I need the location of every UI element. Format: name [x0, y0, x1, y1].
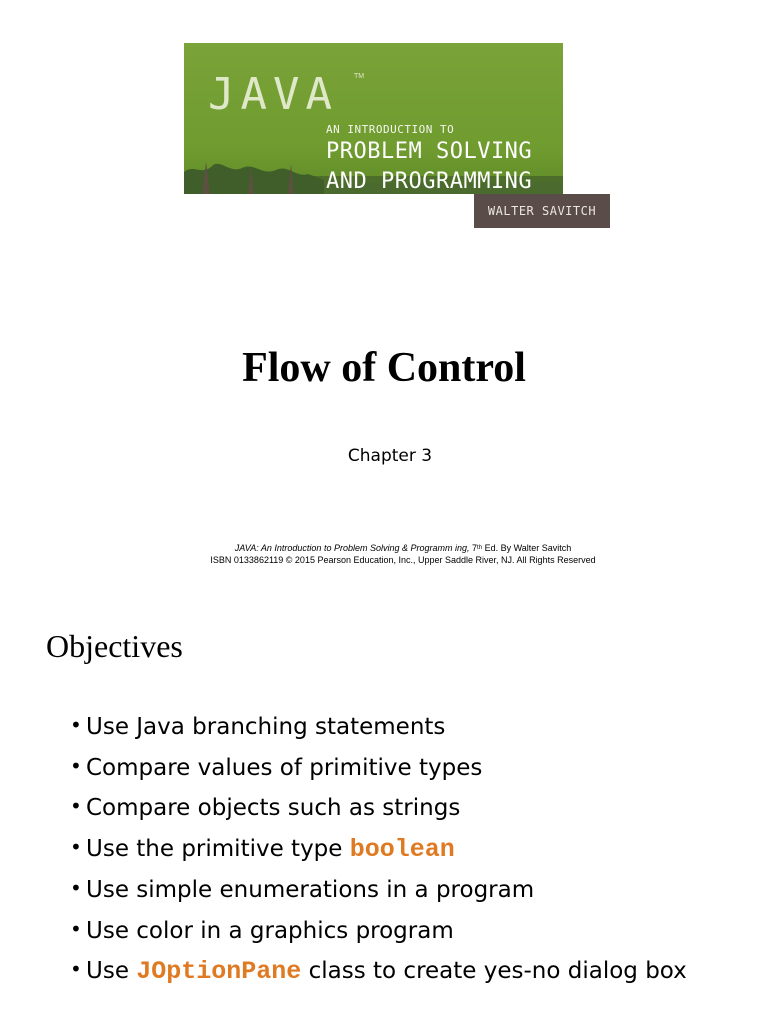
- edition-suffix: th: [477, 545, 483, 551]
- list-item-text: Use: [86, 958, 137, 984]
- bullet-icon: •: [70, 753, 82, 778]
- cover-subtitle-line2: PROBLEM SOLVING: [326, 139, 533, 164]
- bullet-icon: •: [70, 876, 82, 900]
- list-item: [70, 916, 750, 946]
- cover-subtitle-line3: AND PROGRAMMING: [326, 169, 533, 194]
- objectives-list: [70, 712, 750, 998]
- objectives-heading: Objectives: [46, 628, 183, 664]
- edition-rest: Ed. By Walter Savitch: [482, 543, 572, 553]
- book-title-italic: JAVA: An Introduction to Problem Solving & Programm ing,: [234, 543, 470, 553]
- cover-trademark: TM: [354, 73, 365, 80]
- list-item: [70, 712, 750, 742]
- list-item-text: Use the primitive type: [86, 835, 350, 862]
- slide-subtitle: Chapter 3: [347, 446, 433, 466]
- list-item-text: Compare objects such as strings: [86, 795, 461, 821]
- bullet-icon: •: [70, 957, 82, 981]
- slide-title: Flow of Control: [242, 345, 526, 391]
- list-item: [70, 956, 750, 987]
- list-item: [70, 834, 750, 865]
- list-item: [70, 875, 750, 905]
- list-item-text-suffix: class to create yes-no dialog box: [301, 958, 687, 984]
- book-cover-image: [184, 43, 563, 194]
- cover-author: WALTER SAVITCH: [474, 194, 610, 228]
- list-item-text: Use color in a graphics program: [86, 917, 454, 944]
- copyright-line2: ISBN 0133862119 © 2015 Pearson Education, Inc., Upper Saddle River, NJ. All Rights Reserved: [210, 555, 596, 565]
- list-item-text: Compare values of primitive types: [86, 754, 483, 781]
- cover-subtitle-line1: AN INTRODUCTION TO: [326, 123, 455, 136]
- bullet-icon: •: [70, 713, 82, 737]
- copyright-line1: [0, 542, 768, 554]
- list-item: [70, 753, 750, 783]
- copyright-notice: [0, 542, 768, 566]
- cover-title: JAVA: [208, 69, 338, 120]
- list-item-text: Use Java branching statements: [86, 714, 446, 740]
- bullet-icon: •: [70, 834, 82, 859]
- edition-number: 7: [472, 543, 478, 553]
- code-keyword-joptionpane: JOptionPane: [136, 957, 302, 986]
- bullet-icon: •: [70, 794, 82, 818]
- list-item-text: Use simple enumerations in a program: [86, 877, 535, 903]
- bullet-icon: •: [70, 916, 82, 941]
- code-keyword-boolean: boolean: [349, 834, 455, 864]
- list-item: [70, 793, 750, 823]
